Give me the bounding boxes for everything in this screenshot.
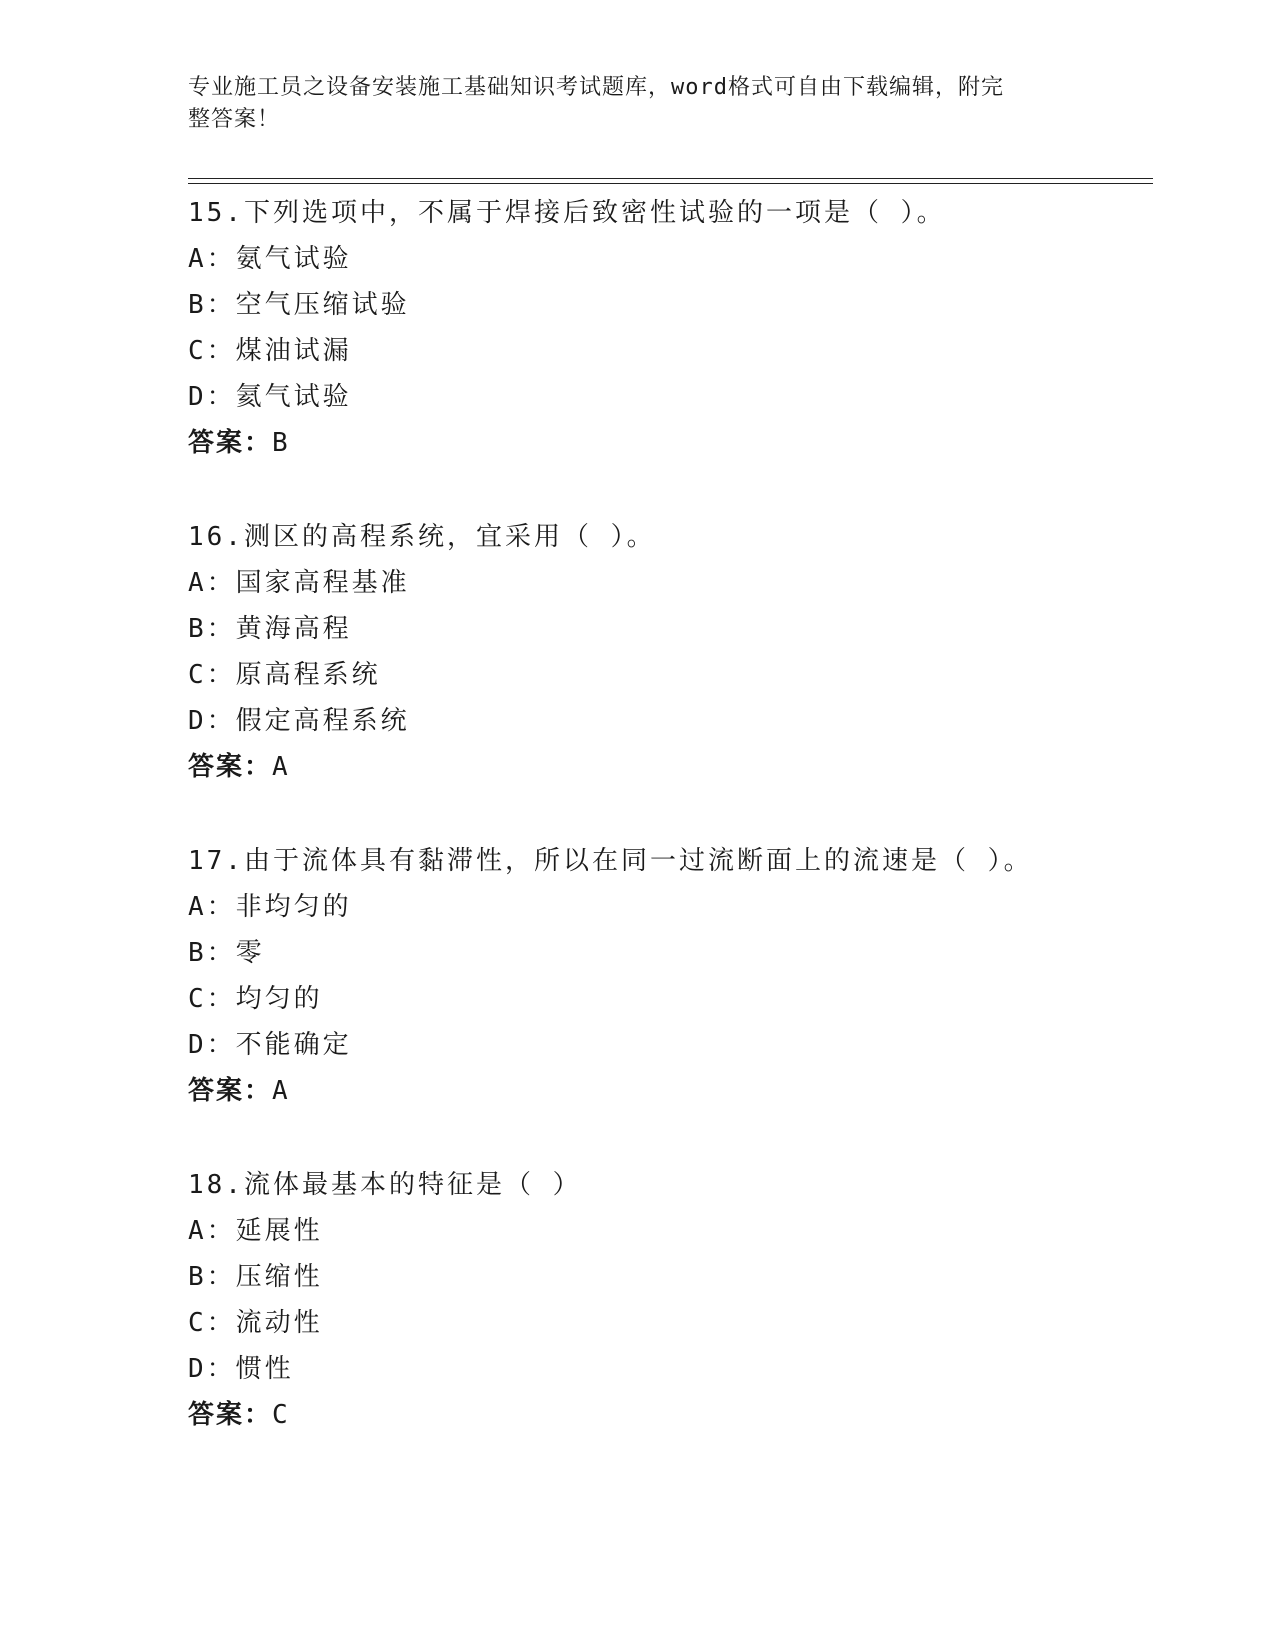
header-divider-top [188, 178, 1153, 179]
header-line-1: 专业施工员之设备安装施工基础知识考试题库，word格式可自由下载编辑，附完 [188, 75, 1004, 100]
question-stem: 16.测区的高程系统，宜采用（ ）。 [188, 522, 656, 552]
question-17 [188, 838, 1153, 1114]
answer-value: B [272, 428, 290, 458]
option-c: C：流动性 [188, 1308, 323, 1338]
answer-line [188, 1392, 1153, 1438]
question-stem: 18.流体最基本的特征是（ ） [188, 1170, 582, 1200]
answer-label: 答案： [188, 1400, 273, 1430]
answer-value: A [272, 752, 290, 782]
option-c: C：原高程系统 [188, 660, 381, 690]
answer-value: C [272, 1400, 290, 1430]
option-b: B：空气压缩试验 [188, 290, 410, 320]
question-stem: 17.由于流体具有黏滞性，所以在同一过流断面上的流速是（ ）。 [188, 846, 1033, 876]
option-a: A：延展性 [188, 1216, 323, 1246]
question-stem: 15.下列选项中，不属于焊接后致密性试验的一项是（ ）。 [188, 198, 946, 228]
option-d: D：不能确定 [188, 1030, 352, 1060]
answer-label: 答案： [188, 1076, 273, 1106]
answer-label: 答案： [188, 752, 273, 782]
option-c: C：煤油试漏 [188, 336, 352, 366]
answer-line [188, 420, 1153, 466]
option-d: D：假定高程系统 [188, 706, 410, 736]
answer-line [188, 1068, 1153, 1114]
option-a: A：非均匀的 [188, 892, 352, 922]
option-a: A：氨气试验 [188, 244, 352, 274]
header-line-2: 整答案！ [188, 107, 281, 132]
option-d: D：氦气试验 [188, 382, 352, 412]
document-header [188, 72, 1068, 136]
option-a: A：国家高程基准 [188, 568, 410, 598]
option-c: C：均匀的 [188, 984, 323, 1014]
option-d: D：惯性 [188, 1354, 294, 1384]
option-b: B：黄海高程 [188, 614, 352, 644]
header-divider-bottom [188, 183, 1153, 184]
option-b: B：零 [188, 938, 265, 968]
option-b: B：压缩性 [188, 1262, 323, 1292]
question-16 [188, 514, 1153, 790]
answer-value: A [272, 1076, 290, 1106]
question-list [188, 190, 1153, 1486]
question-15 [188, 190, 1153, 466]
question-18 [188, 1162, 1153, 1438]
answer-label: 答案： [188, 428, 273, 458]
answer-line [188, 744, 1153, 790]
